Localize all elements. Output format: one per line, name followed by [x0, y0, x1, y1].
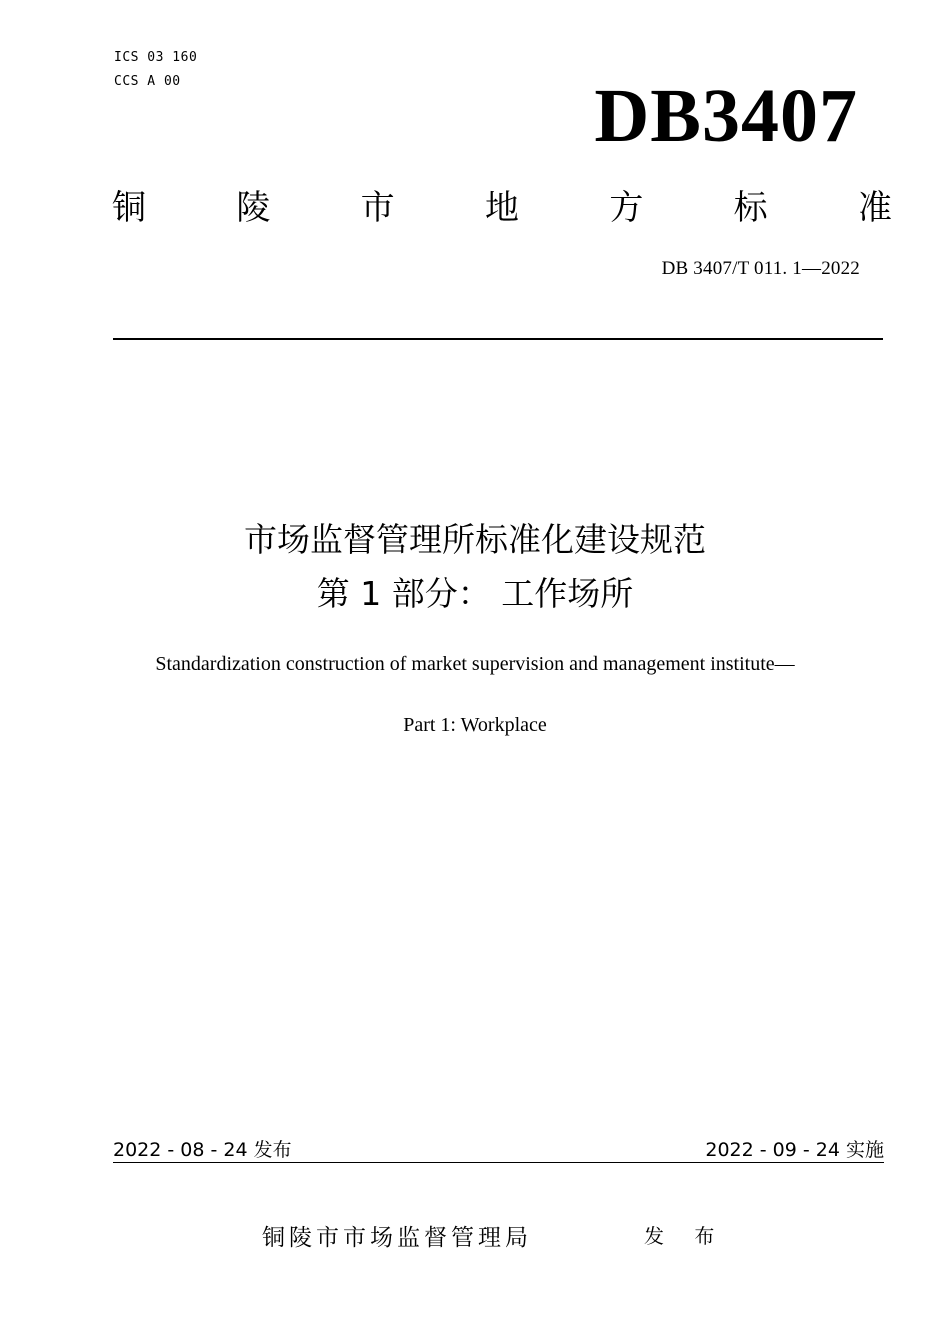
header-divider	[113, 338, 883, 340]
standard-type-char: 准	[857, 188, 892, 228]
implementation-date: 2022 - 09 - 24 实施	[705, 1139, 884, 1161]
standard-type-char: 铜	[112, 188, 146, 228]
ics-code: ICS 03 160	[114, 50, 198, 65]
title-english-line-1: Standardization construction of market supervision and management institute—	[155, 653, 795, 675]
publish-label: 发 布	[644, 1224, 727, 1248]
standard-type-char: 陵	[236, 188, 271, 228]
standard-type-char: 方	[609, 188, 644, 228]
publisher-name: 铜陵市市场监督管理局	[262, 1225, 532, 1251]
standard-number: DB 3407/T 011. 1—2022	[661, 258, 860, 279]
standard-type-char: 地	[484, 188, 519, 228]
title-english-line-2: Part 1: Workplace	[403, 714, 547, 736]
ccs-code: CCS A 00	[114, 74, 181, 89]
title-chinese-line-1: 市场监督管理所标准化建设规范	[244, 520, 706, 559]
standard-type-char: 市	[360, 188, 395, 228]
standard-type-char: 标	[733, 188, 768, 228]
issue-date: 2022 - 08 - 24 发布	[113, 1139, 292, 1161]
title-chinese-line-2: 第 1 部分： 工作场所	[316, 574, 634, 613]
standard-type-heading	[112, 186, 892, 230]
footer-divider	[113, 1162, 884, 1163]
db-code: DB3407	[594, 74, 858, 158]
